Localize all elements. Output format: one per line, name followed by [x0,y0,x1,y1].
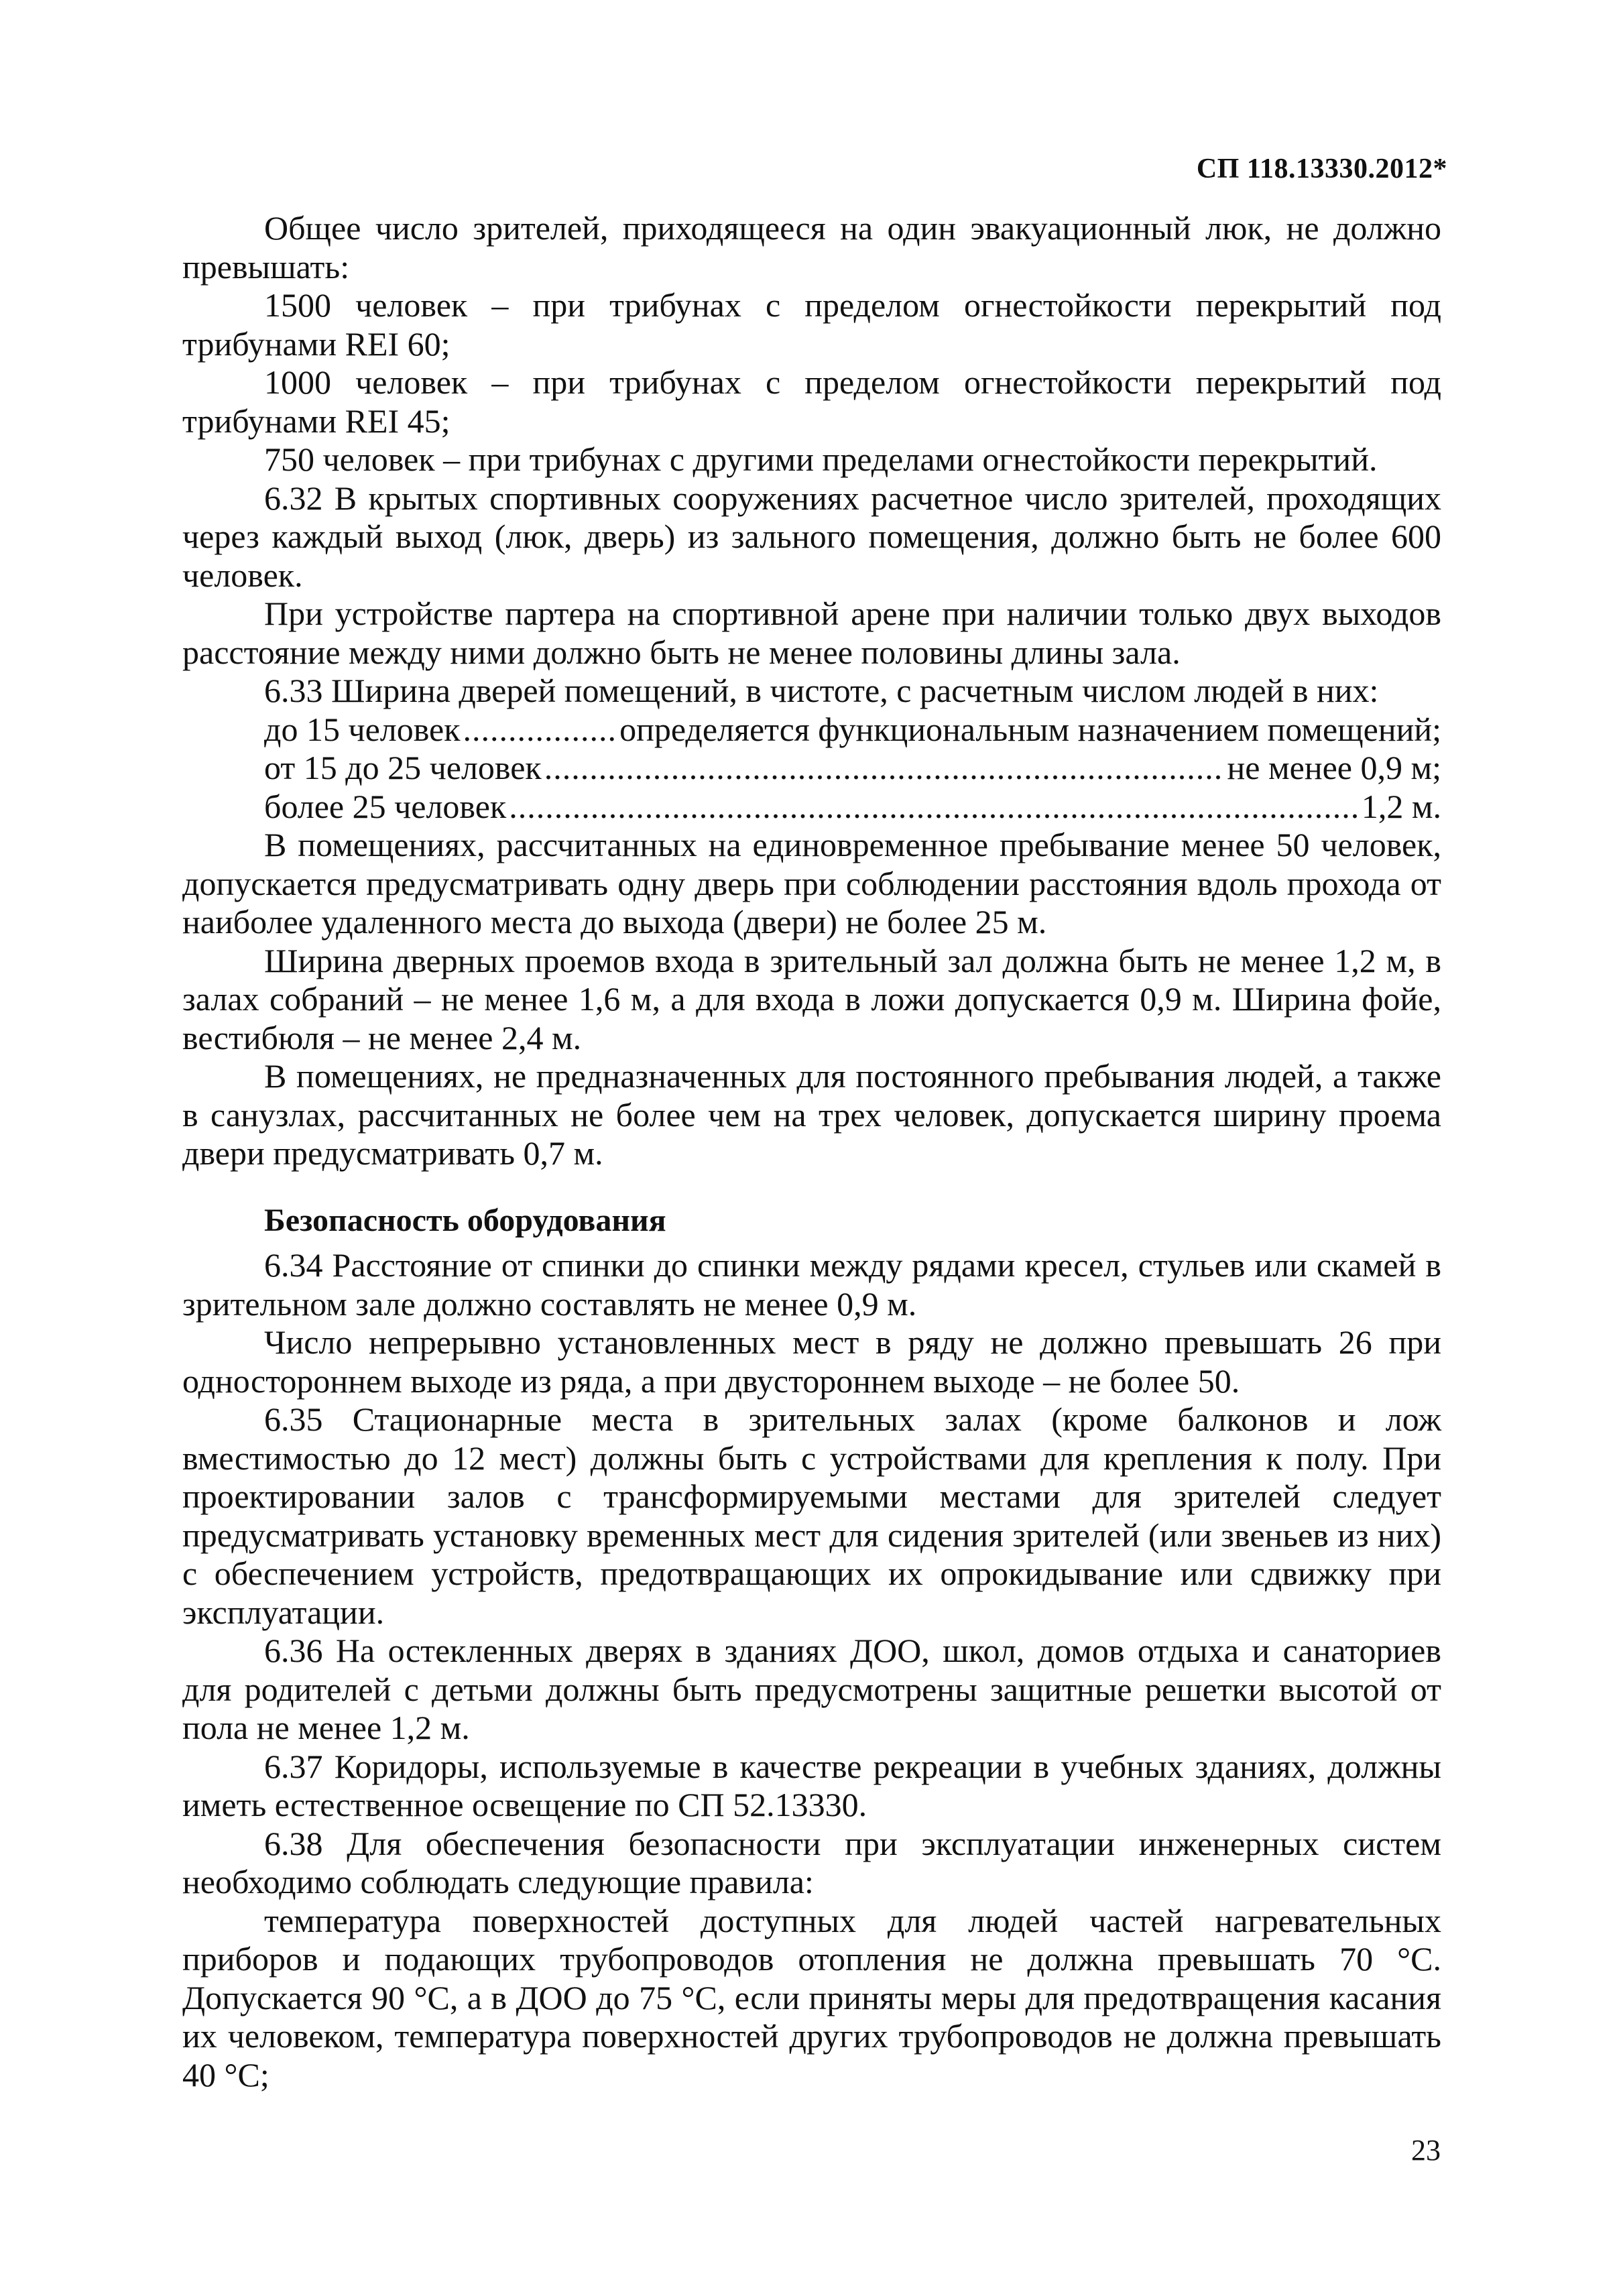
document-code-header: СП 118.13330.2012* [1196,154,1447,184]
paragraph: 6.33 Ширина дверей помещений, в чистоте, с расчетным числом людей в них: [264,672,1379,709]
list-item: 1000 человек – при трибунах с пределом огнестойкости перекрытий под трибунами REI 45; [182,363,1441,440]
document-body [182,209,1441,2094]
section-heading: Безопасность оборудования [264,1202,666,1238]
dot-leader [544,749,1225,788]
page-number: 23 [1411,2134,1441,2167]
door-width-condition: от 15 до 25 человек [264,749,542,786]
paragraph: Общее число зрителей, приходящееся на один эвакуационный люк, не должно превышать: [182,209,1441,286]
paragraph: При устройстве партера на спортивной арене при наличии только двух выходов расстояние между ними должно быть не менее половины длины зала. [182,595,1441,671]
paragraph: температура поверхностей доступных для людей частей нагревательных приборов и подающих трубопроводов отопления не должна превышать 70 °С. Допускается 90 °С, а в ДОО до 75 °С, если приняты меры для предотвращения касания их человеком, температура поверхностей других трубопроводов не должна превышать 40 °С; [182,1901,1441,2094]
door-width-condition: более 25 человек [264,787,507,825]
paragraph: 6.34 Расстояние от спинки до спинки между рядами кресел, стульев или скамей в зрительном зале должно составлять не менее 0,9 м. [182,1246,1441,1323]
paragraph: 6.35 Стационарные места в зрительных залах (кроме балконов и лож вместимостью до 12 мест) должны быть с устройствами для крепления к полу. При проектировании залов с трансформируемыми местами для зрителей следует предусматривать установку временных мест для сидения зрителей (или звеньев из них) с обеспечением устройств, предотвращающих их опрокидывание или сдвижку при эксплуатации. [182,1400,1441,1631]
door-width-value: 1,2 м. [1361,787,1441,825]
door-width-value: не менее 0,9 м; [1227,749,1441,786]
list-item: 1500 человек – при трибунах с пределом огнестойкости перекрытий под трибунами REI 60; [182,286,1441,363]
door-width-row-1 [264,711,1441,749]
list-item: 750 человек – при трибунах с другими пределами огнестойкости перекрытий. [264,440,1378,478]
door-width-value: определяется функциональным назначением помещений; [619,710,1441,748]
paragraph: 6.32 В крытых спортивных сооружениях расчетное число зрителей, проходящих через каждый выход (люк, дверь) из зального помещения, должно быть не более 600 человек. [182,479,1441,594]
door-width-row-2 [264,749,1441,788]
paragraph: В помещениях, не предназначенных для постоянного пребывания людей, а также в санузлах, рассчитанных не более чем на трех человек, допускается ширину проема двери предусматривать 0,7 м. [182,1057,1441,1172]
door-width-row-3 [264,788,1441,827]
door-width-condition: до 15 человек [264,710,461,748]
paragraph: Число непрерывно установленных мест в ряду не должно превышать 26 при одностороннем выходе из ряда, а при двустороннем выходе – не более 50. [182,1323,1441,1400]
paragraph: 6.36 На остекленных дверях в зданиях ДОО, школ, домов отдыха и санаториев для родителей с детьми должны быть предусмотрены защитные решетки высотой от пола не менее 1,2 м. [182,1632,1441,1746]
paragraph: Ширина дверных проемов входа в зрительный зал должна быть не менее 1,2 м, в залах собраний – не менее 1,6 м, а для входа в ложи допускается 0,9 м. Ширина фойе, вестибюля – не менее 2,4 м. [182,941,1441,1056]
paragraph: 6.38 Для обеспечения безопасности при эксплуатации инженерных систем необходимо соблюдать следующие правила: [182,1824,1441,1900]
paragraph: В помещениях, рассчитанных на единовременное пребывание менее 50 человек, допускается предусматривать одну дверь при соблюдении расстояния вдоль прохода от наиболее удаленного места до выхода (двери) не более 25 м. [182,826,1441,941]
dot-leader [463,711,617,749]
paragraph: 6.37 Коридоры, используемые в качестве рекреации в учебных зданиях, должны иметь естественное освещение по СП 52.13330. [182,1747,1441,1823]
dot-leader [509,788,1359,827]
